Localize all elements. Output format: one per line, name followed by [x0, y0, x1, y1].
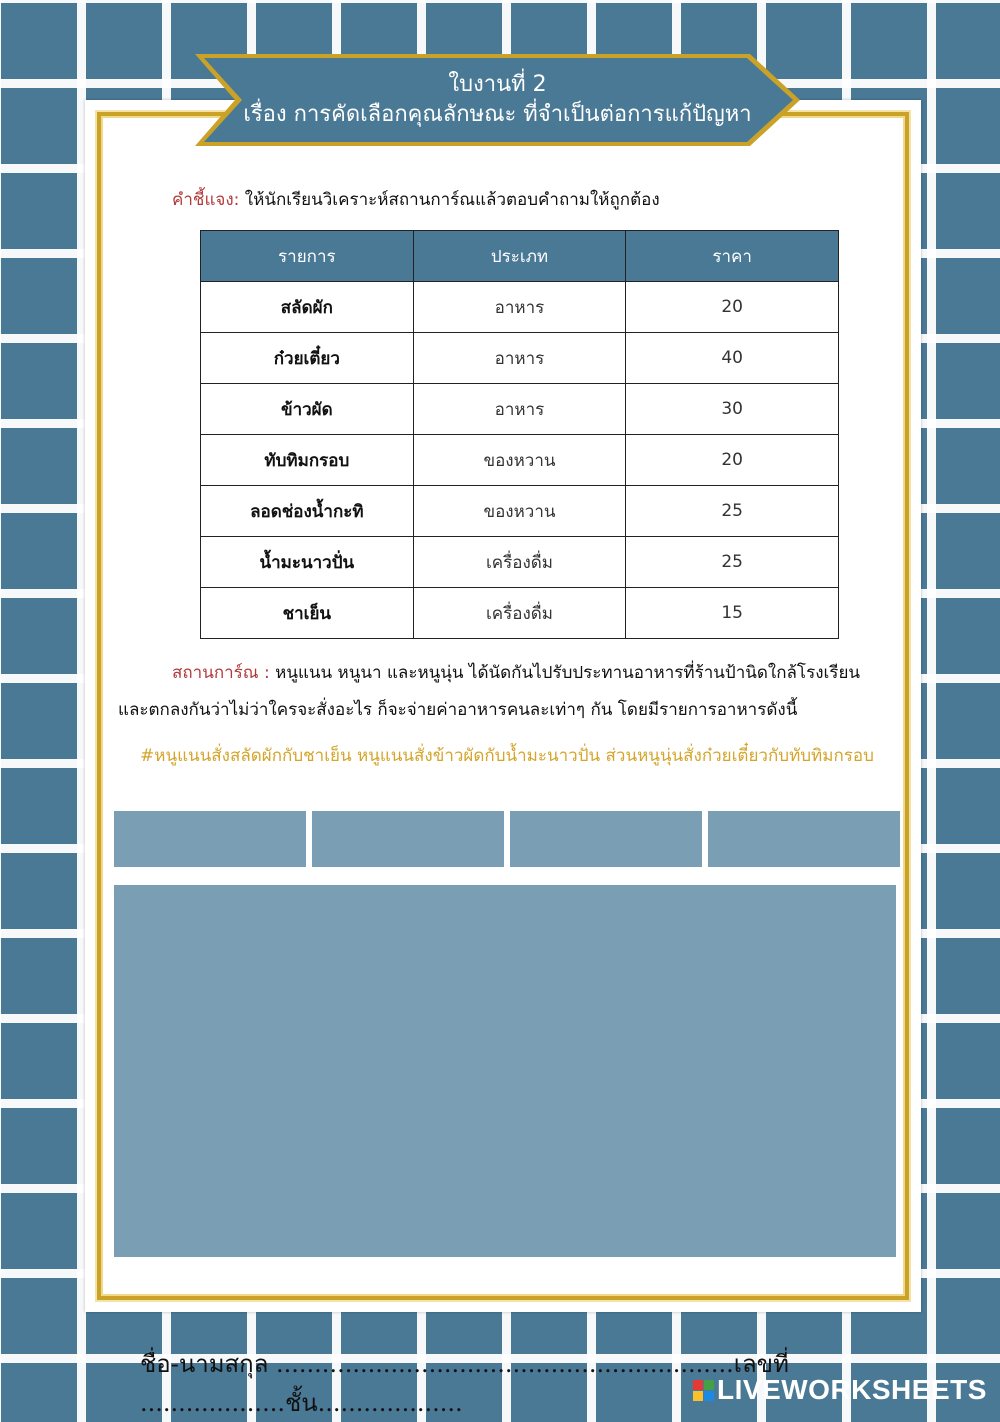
number-field: ...................: [140, 1389, 285, 1417]
item-type: ของหวาน: [413, 486, 626, 537]
header-item: รายการ: [201, 231, 414, 282]
instruction-text: ให้นักเรียนวิเคราะห์สถานการ์ณแล้วตอบคำถามให้ถูกต้อง: [239, 190, 660, 210]
item-name: น้ำมะนาวปั่น: [201, 537, 414, 588]
table-row: [201, 537, 839, 588]
class-field: ...................: [317, 1389, 463, 1417]
scenario-label: สถานการ์ณ :: [172, 663, 270, 683]
number-label: เลขที่: [733, 1350, 789, 1378]
item-price: 40: [626, 333, 839, 384]
item-type: อาหาร: [413, 282, 626, 333]
table-row: [201, 384, 839, 435]
item-name: ทับทิมกรอบ: [201, 435, 414, 486]
item-name: ชาเย็น: [201, 588, 414, 639]
answer-box-1[interactable]: [114, 811, 306, 867]
item-price: 25: [626, 486, 839, 537]
table-row: [201, 282, 839, 333]
worksheet-title: ใบงานที่ 2: [448, 72, 547, 97]
liveworksheets-brand: [693, 1374, 987, 1406]
table-header-row: [201, 231, 839, 282]
item-name: สลัดผัก: [201, 282, 414, 333]
worksheet-subtitle: เรื่อง การคัดเลือกคุณลักษณะ ที่จำเป็นต่อการแก้ปัญหา: [243, 102, 752, 127]
answer-input-row: [114, 811, 900, 867]
item-type: ของหวาน: [413, 435, 626, 486]
table-row: [201, 588, 839, 639]
table-row: [201, 435, 839, 486]
answer-box-3[interactable]: [510, 811, 702, 867]
instruction: [172, 186, 660, 213]
item-price: 20: [626, 282, 839, 333]
answer-box-2[interactable]: [312, 811, 504, 867]
item-price: 30: [626, 384, 839, 435]
answer-text-area[interactable]: [114, 885, 896, 1257]
title-banner: [195, 54, 800, 146]
item-type: เครื่องดื่ม: [413, 588, 626, 639]
brand-name: LIVEWORKSHEETS: [717, 1374, 987, 1405]
table-row: [201, 333, 839, 384]
item-type: เครื่องดื่ม: [413, 537, 626, 588]
instruction-label: คำชี้แจง:: [172, 190, 240, 210]
menu-table: [200, 230, 839, 639]
scenario-text: หนูแนน หนูนา และหนูนุ่น ได้นัดกันไปรับประทานอาหารที่ร้านป้านิดใกล้โรงเรียนและตกลงกันว่าไม่ว่าใครจะสั่งอะไร ก็จะจ่ายค่าอาหารคนละเท่าๆ กัน โดยมีรายการอาหารดังนี้: [118, 663, 861, 720]
item-name: ข้าวผัด: [201, 384, 414, 435]
orders-text: #หนูแนนสั่งสลัดผักกับชาเย็น หนูแนนสั่งข้าวผัดกับน้ำมะนาวปั่น ส่วนหนูนุ่นสั่งก๋วยเตี๋ยวกับทับทิมกรอบ: [140, 746, 874, 766]
header-type: ประเภท: [413, 231, 626, 282]
item-price: 15: [626, 588, 839, 639]
answer-box-4[interactable]: [708, 811, 900, 867]
item-name: ลอดช่องน้ำกะทิ: [201, 486, 414, 537]
item-price: 25: [626, 537, 839, 588]
name-field: ............................................................: [276, 1350, 734, 1378]
scenario-paragraph: [118, 655, 878, 729]
item-type: อาหาร: [413, 333, 626, 384]
table-row: [201, 486, 839, 537]
liveworksheets-logo-icon: [693, 1380, 714, 1401]
item-type: อาหาร: [413, 384, 626, 435]
class-label: ชั้น: [284, 1389, 318, 1417]
item-price: 20: [626, 435, 839, 486]
header-price: ราคา: [626, 231, 839, 282]
name-label: ชื่อ-นามสกุล: [140, 1350, 277, 1378]
item-name: ก๋วยเตี๋ยว: [201, 333, 414, 384]
